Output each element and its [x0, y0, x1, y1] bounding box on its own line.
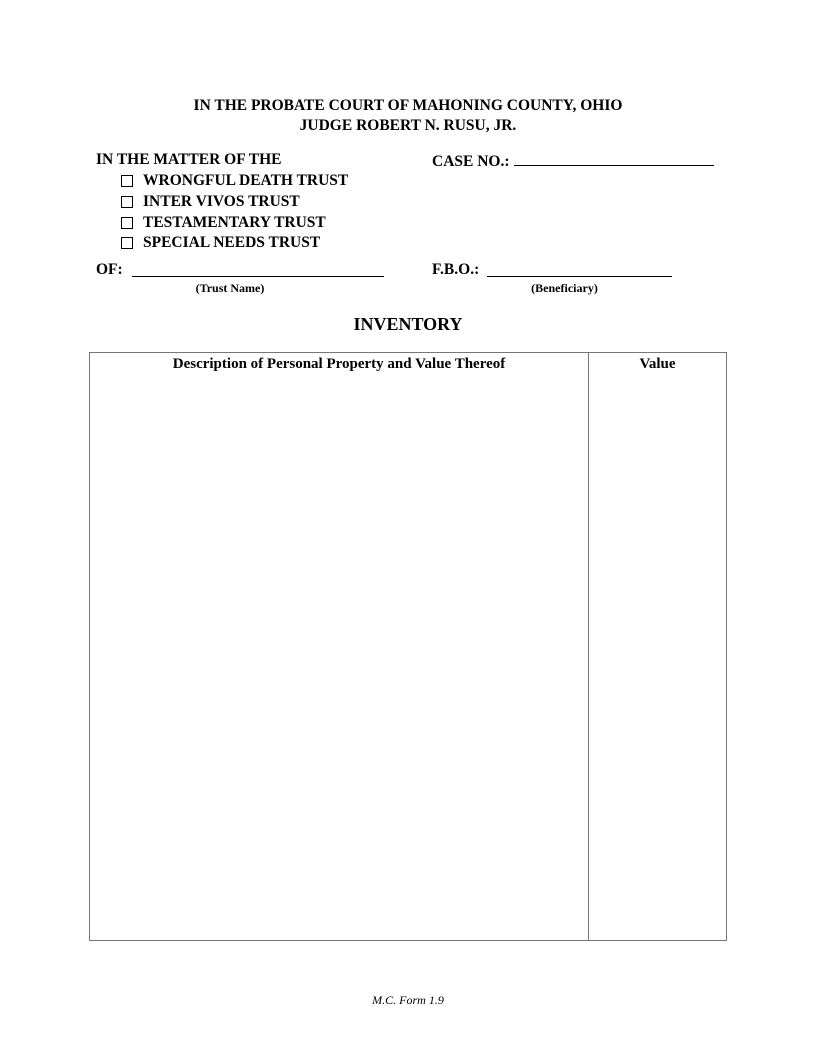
- checkbox[interactable]: [121, 175, 133, 187]
- checkbox[interactable]: [121, 217, 133, 229]
- option-wrongful-death-trust[interactable]: [121, 171, 348, 192]
- case-number-label: CASE NO.:: [432, 153, 510, 170]
- document-title: INVENTORY: [353, 314, 463, 334]
- option-label: TESTAMENTARY TRUST: [143, 213, 326, 231]
- value-entry-area[interactable]: [593, 375, 723, 938]
- court-header: [0, 96, 816, 136]
- fbo-label: F.B.O.:: [432, 261, 480, 278]
- option-label: SPECIAL NEEDS TRUST: [143, 234, 321, 252]
- matter-title: IN THE MATTER OF THE: [96, 151, 282, 168]
- case-number-field: [432, 151, 714, 171]
- beneficiary-input[interactable]: [487, 276, 672, 277]
- option-special-needs-trust[interactable]: [121, 233, 348, 254]
- description-column-header: Description of Personal Property and Value Thereof: [172, 356, 506, 372]
- option-label: WRONGFUL DEATH TRUST: [143, 172, 349, 190]
- trust-name-caption: (Trust Name): [195, 281, 265, 295]
- column-divider: [588, 353, 589, 940]
- option-inter-vivos-trust[interactable]: [121, 192, 348, 213]
- inventory-table: [89, 352, 727, 941]
- trust-name-input[interactable]: [132, 276, 384, 277]
- case-number-input[interactable]: [514, 151, 714, 166]
- court-name: IN THE PROBATE COURT OF MAHONING COUNTY, OHIO: [193, 97, 623, 114]
- form-id: M.C. Form 1.9: [372, 993, 444, 1007]
- trust-type-options: [121, 171, 348, 254]
- option-label: INTER VIVOS TRUST: [143, 193, 300, 211]
- value-column-header: Value: [639, 356, 676, 372]
- checkbox[interactable]: [121, 237, 133, 249]
- option-testamentary-trust[interactable]: [121, 212, 348, 233]
- checkbox[interactable]: [121, 196, 133, 208]
- of-label: OF:: [96, 261, 123, 278]
- beneficiary-caption: (Beneficiary): [531, 281, 598, 295]
- judge-name: JUDGE ROBERT N. RUSU, JR.: [299, 117, 517, 134]
- description-entry-area[interactable]: [94, 375, 584, 938]
